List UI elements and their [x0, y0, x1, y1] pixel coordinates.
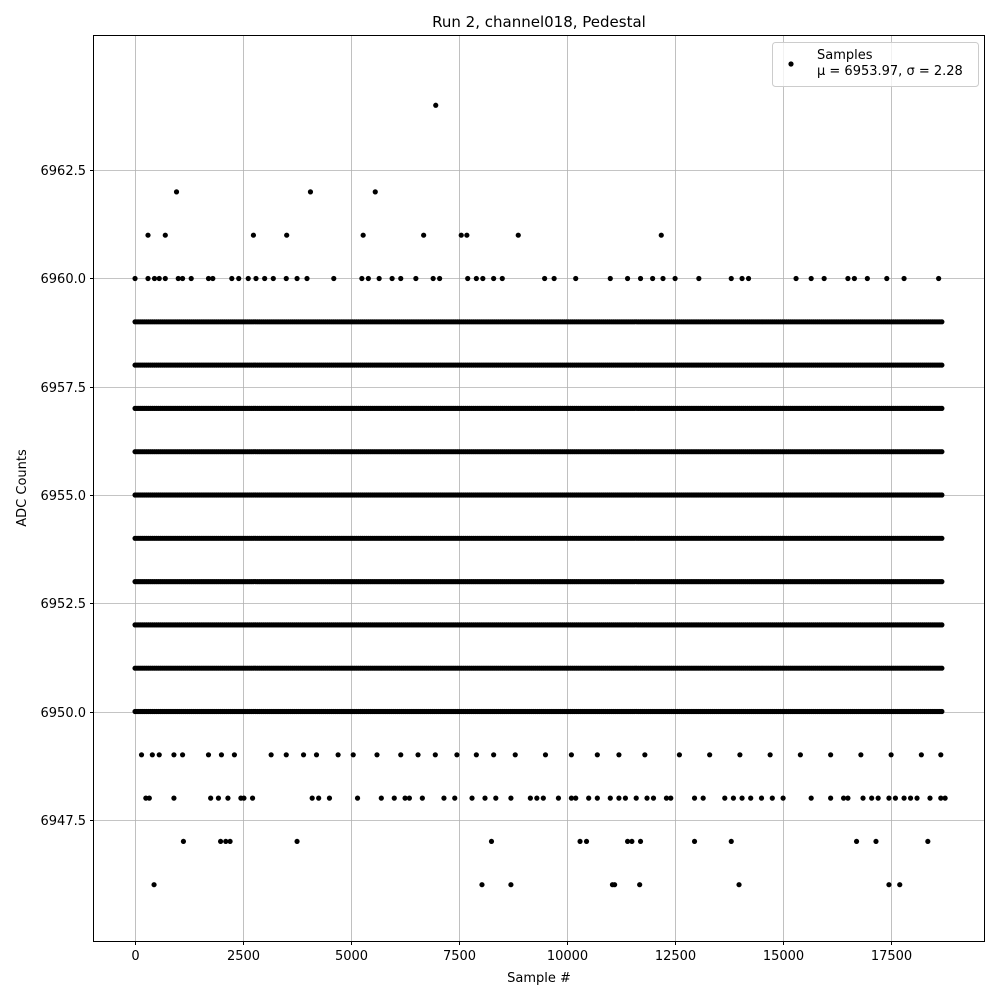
data-point: [908, 796, 913, 801]
data-point: [939, 536, 944, 541]
data-point: [543, 752, 548, 757]
data-point: [739, 796, 744, 801]
data-point: [390, 276, 395, 281]
data-point: [919, 752, 924, 757]
data-point: [828, 796, 833, 801]
data-point: [809, 276, 814, 281]
data-point: [858, 752, 863, 757]
data-point: [294, 839, 299, 844]
data-point: [884, 276, 889, 281]
data-point: [359, 276, 364, 281]
data-point: [147, 796, 152, 801]
data-point: [489, 839, 494, 844]
data-point: [163, 276, 168, 281]
data-point: [616, 796, 621, 801]
data-point: [262, 276, 267, 281]
data-point: [513, 752, 518, 757]
data-point: [493, 796, 498, 801]
data-point: [736, 882, 741, 887]
y-tick-label: 6950.0: [40, 706, 86, 721]
data-point: [229, 276, 234, 281]
data-point: [692, 839, 697, 844]
y-tick-label: 6947.5: [40, 814, 86, 829]
data-point: [556, 796, 561, 801]
data-point: [729, 276, 734, 281]
data-point: [271, 276, 276, 281]
y-axis-ticks: [41, 164, 95, 829]
data-point: [651, 796, 656, 801]
data-point: [465, 276, 470, 281]
data-point: [366, 276, 371, 281]
data-point: [542, 276, 547, 281]
y-tick-label: 6960.0: [40, 272, 86, 287]
data-point: [625, 276, 630, 281]
y-tick-label: 6952.5: [40, 597, 86, 612]
data-point: [392, 796, 397, 801]
data-point: [595, 796, 600, 801]
data-point: [865, 276, 870, 281]
data-point: [897, 882, 902, 887]
data-point: [145, 276, 150, 281]
data-point: [637, 882, 642, 887]
data-point: [508, 796, 513, 801]
data-point: [939, 666, 944, 671]
data-point: [541, 796, 546, 801]
data-point: [157, 752, 162, 757]
data-point: [939, 362, 944, 367]
data-point: [943, 796, 948, 801]
data-point: [569, 752, 574, 757]
data-point: [218, 839, 223, 844]
data-point: [151, 882, 156, 887]
data-point: [294, 276, 299, 281]
data-point: [927, 796, 932, 801]
data-point: [250, 796, 255, 801]
data-point: [316, 796, 321, 801]
data-point: [216, 796, 221, 801]
data-point: [914, 796, 919, 801]
x-tick-label: 2500: [226, 949, 261, 964]
data-point: [768, 752, 773, 757]
data-point: [573, 276, 578, 281]
data-point: [860, 796, 865, 801]
data-point: [441, 796, 446, 801]
data-point: [407, 796, 412, 801]
data-point: [433, 103, 438, 108]
legend-series-label: Samples: [817, 48, 873, 63]
data-point: [739, 276, 744, 281]
data-point: [351, 752, 356, 757]
data-point: [595, 752, 600, 757]
data-point: [845, 276, 850, 281]
data-point: [206, 752, 211, 757]
data-point: [491, 276, 496, 281]
data-point: [660, 276, 665, 281]
data-point: [508, 882, 513, 887]
data-point: [181, 839, 186, 844]
data-point: [793, 276, 798, 281]
data-point: [552, 276, 557, 281]
x-tick-label: 15000: [762, 949, 805, 964]
data-point: [421, 233, 426, 238]
x-axis-ticks: [131, 941, 912, 964]
data-point: [901, 276, 906, 281]
data-point: [737, 752, 742, 757]
data-point: [227, 839, 232, 844]
data-point: [500, 276, 505, 281]
data-point: [939, 579, 944, 584]
data-point: [677, 752, 682, 757]
x-tick-label: 12500: [654, 949, 697, 964]
data-point: [355, 796, 360, 801]
data-point: [770, 796, 775, 801]
data-point: [798, 752, 803, 757]
data-point: [491, 752, 496, 757]
data-point: [634, 796, 639, 801]
data-point: [586, 796, 591, 801]
grid-lines: [94, 36, 984, 941]
data-point: [939, 319, 944, 324]
x-tick-label: 10000: [546, 949, 589, 964]
data-point: [469, 796, 474, 801]
legend-marker-icon: [788, 61, 793, 66]
data-point: [873, 839, 878, 844]
data-point: [157, 276, 162, 281]
data-point: [310, 796, 315, 801]
data-point: [528, 796, 533, 801]
data-point: [731, 796, 736, 801]
data-point: [373, 189, 378, 194]
data-point: [692, 796, 697, 801]
data-point: [729, 839, 734, 844]
x-axis-label: Sample #: [507, 971, 571, 986]
data-point: [938, 752, 943, 757]
data-point: [650, 276, 655, 281]
data-point: [374, 752, 379, 757]
data-point: [452, 796, 457, 801]
data-point: [482, 796, 487, 801]
data-point: [876, 796, 881, 801]
data-point: [616, 752, 621, 757]
data-point: [459, 233, 464, 238]
data-point: [301, 752, 306, 757]
plot-area-frame: [94, 36, 985, 942]
data-point: [327, 796, 332, 801]
data-point: [251, 233, 256, 238]
data-points: [132, 103, 947, 888]
data-point: [644, 796, 649, 801]
data-point: [480, 276, 485, 281]
data-point: [236, 276, 241, 281]
data-point: [668, 796, 673, 801]
data-point: [939, 622, 944, 627]
data-point: [936, 276, 941, 281]
data-point: [174, 189, 179, 194]
data-point: [304, 276, 309, 281]
data-point: [180, 752, 185, 757]
data-point: [886, 796, 891, 801]
x-tick-label: 7500: [442, 949, 477, 964]
data-point: [398, 276, 403, 281]
data-point: [889, 752, 894, 757]
data-point: [822, 276, 827, 281]
data-point: [336, 752, 341, 757]
data-point: [246, 276, 251, 281]
data-point: [746, 276, 751, 281]
data-point: [623, 796, 628, 801]
data-point: [845, 796, 850, 801]
y-tick-label: 6962.5: [40, 164, 86, 179]
data-point: [939, 449, 944, 454]
data-point: [608, 276, 613, 281]
data-point: [219, 752, 224, 757]
data-point: [534, 796, 539, 801]
data-point: [413, 276, 418, 281]
data-point: [171, 796, 176, 801]
x-tick-label: 17500: [870, 949, 913, 964]
data-point: [208, 796, 213, 801]
data-point: [377, 276, 382, 281]
y-axis-label: ADC Counts: [15, 449, 30, 527]
y-tick-label: 6955.0: [40, 489, 86, 504]
data-point: [939, 709, 944, 714]
data-point: [659, 233, 664, 238]
data-point: [152, 276, 157, 281]
data-point: [331, 276, 336, 281]
data-point: [939, 406, 944, 411]
data-point: [852, 276, 857, 281]
data-point: [398, 752, 403, 757]
data-point: [828, 752, 833, 757]
data-point: [612, 882, 617, 887]
data-point: [759, 796, 764, 801]
legend-stats-label: μ = 6953.97, σ = 2.28: [817, 64, 963, 79]
data-point: [361, 233, 366, 238]
data-point: [925, 839, 930, 844]
data-point: [150, 752, 155, 757]
data-point: [284, 233, 289, 238]
data-point: [132, 276, 137, 281]
data-point: [433, 752, 438, 757]
data-point: [707, 752, 712, 757]
data-point: [145, 233, 150, 238]
y-tick-label: 6957.5: [40, 381, 86, 396]
data-point: [516, 233, 521, 238]
data-point: [171, 752, 176, 757]
data-point: [269, 752, 274, 757]
data-point: [577, 839, 582, 844]
data-point: [314, 752, 319, 757]
data-point: [454, 752, 459, 757]
data-point: [225, 796, 230, 801]
data-point: [608, 796, 613, 801]
data-point: [854, 839, 859, 844]
x-tick-label: 5000: [334, 949, 369, 964]
data-point: [232, 752, 237, 757]
data-point: [809, 796, 814, 801]
data-point: [474, 752, 479, 757]
data-point: [672, 276, 677, 281]
data-point: [869, 796, 874, 801]
data-point: [638, 276, 643, 281]
data-point: [584, 839, 589, 844]
data-point: [210, 276, 215, 281]
data-point: [748, 796, 753, 801]
x-tick-label: 0: [131, 949, 140, 964]
data-point: [886, 882, 891, 887]
data-point: [284, 276, 289, 281]
data-point: [415, 752, 420, 757]
data-point: [189, 276, 194, 281]
data-point: [180, 276, 185, 281]
data-point: [573, 796, 578, 801]
data-point: [431, 276, 436, 281]
chart-title: Run 2, channel018, Pedestal: [432, 13, 646, 31]
data-point: [437, 276, 442, 281]
data-point: [893, 796, 898, 801]
data-point: [638, 839, 643, 844]
data-point: [253, 276, 258, 281]
data-point: [284, 752, 289, 757]
data-point: [939, 492, 944, 497]
data-point: [139, 752, 144, 757]
data-point: [722, 796, 727, 801]
data-point: [420, 796, 425, 801]
data-point: [241, 796, 246, 801]
data-point: [696, 276, 701, 281]
data-point: [379, 796, 384, 801]
legend: [773, 43, 979, 87]
data-point: [781, 796, 786, 801]
data-point: [308, 189, 313, 194]
data-point: [701, 796, 706, 801]
data-point: [163, 233, 168, 238]
data-point: [642, 752, 647, 757]
data-point: [629, 839, 634, 844]
data-point: [464, 233, 469, 238]
data-point: [901, 796, 906, 801]
data-point: [479, 882, 484, 887]
data-point: [474, 276, 479, 281]
